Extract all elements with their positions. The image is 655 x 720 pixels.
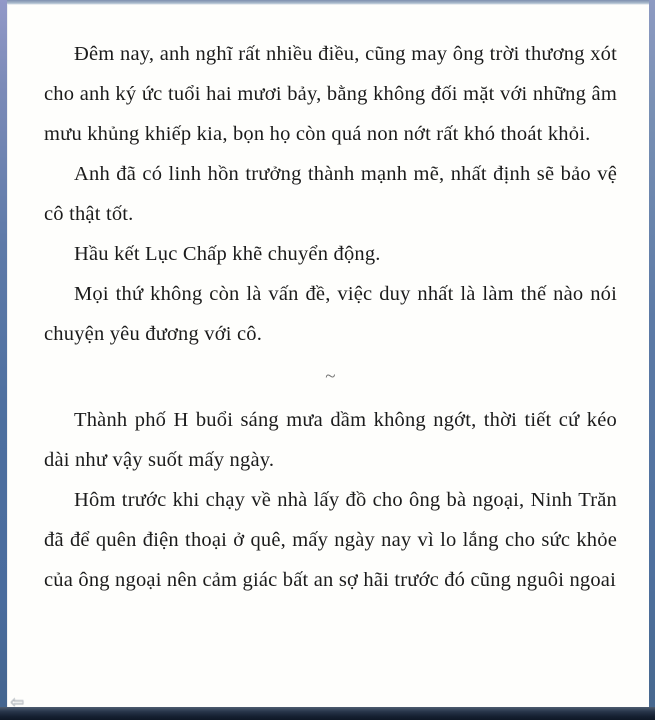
window-border-left [0, 0, 7, 707]
paragraph-5: Thành phố H buổi sáng mưa dầm không ngớt, thời tiết cứ kéo dài như vậy suốt mấy ngày. [44, 409, 617, 471]
paragraph-1: Đêm nay, anh nghĩ rất nhiều điều, cũng may ông trời thương xót cho anh ký ức tuổi hai mươi bảy, bằng không đối mặt với những âm mưu khủng khiếp kia, bọn họ còn quá non nớt rất khó thoát khỏi. [44, 43, 617, 145]
window-border-top [0, 0, 655, 4]
window-bottom-bar [0, 707, 655, 720]
page-text-block [44, 34, 617, 600]
back-arrow-icon[interactable]: ⇦ [10, 692, 25, 712]
paragraph-2: Anh đã có linh hồn trưởng thành mạnh mẽ, nhất định sẽ bảo vệ cô thật tốt. [44, 163, 617, 225]
window-border-right [649, 0, 655, 707]
paragraph-6: Hôm trước khi chạy về nhà lấy đồ cho ông bà ngoại, Ninh Trăn đã để quên điện thoại ở quê, mấy ngày nay vì lo lắng cho sức khỏe của ông ngoại nên cảm giác bất an sợ hãi trước đó cũng nguôi ngoai [44, 489, 617, 591]
paragraph-3: Hầu kết Lục Chấp khẽ chuyển động. [74, 243, 381, 265]
document-page [7, 4, 649, 707]
section-separator: ~ [325, 366, 336, 387]
paragraph-4: Mọi thứ không còn là vấn đề, việc duy nhất là làm thế nào nói chuyện yêu đương với cô. [44, 283, 617, 345]
